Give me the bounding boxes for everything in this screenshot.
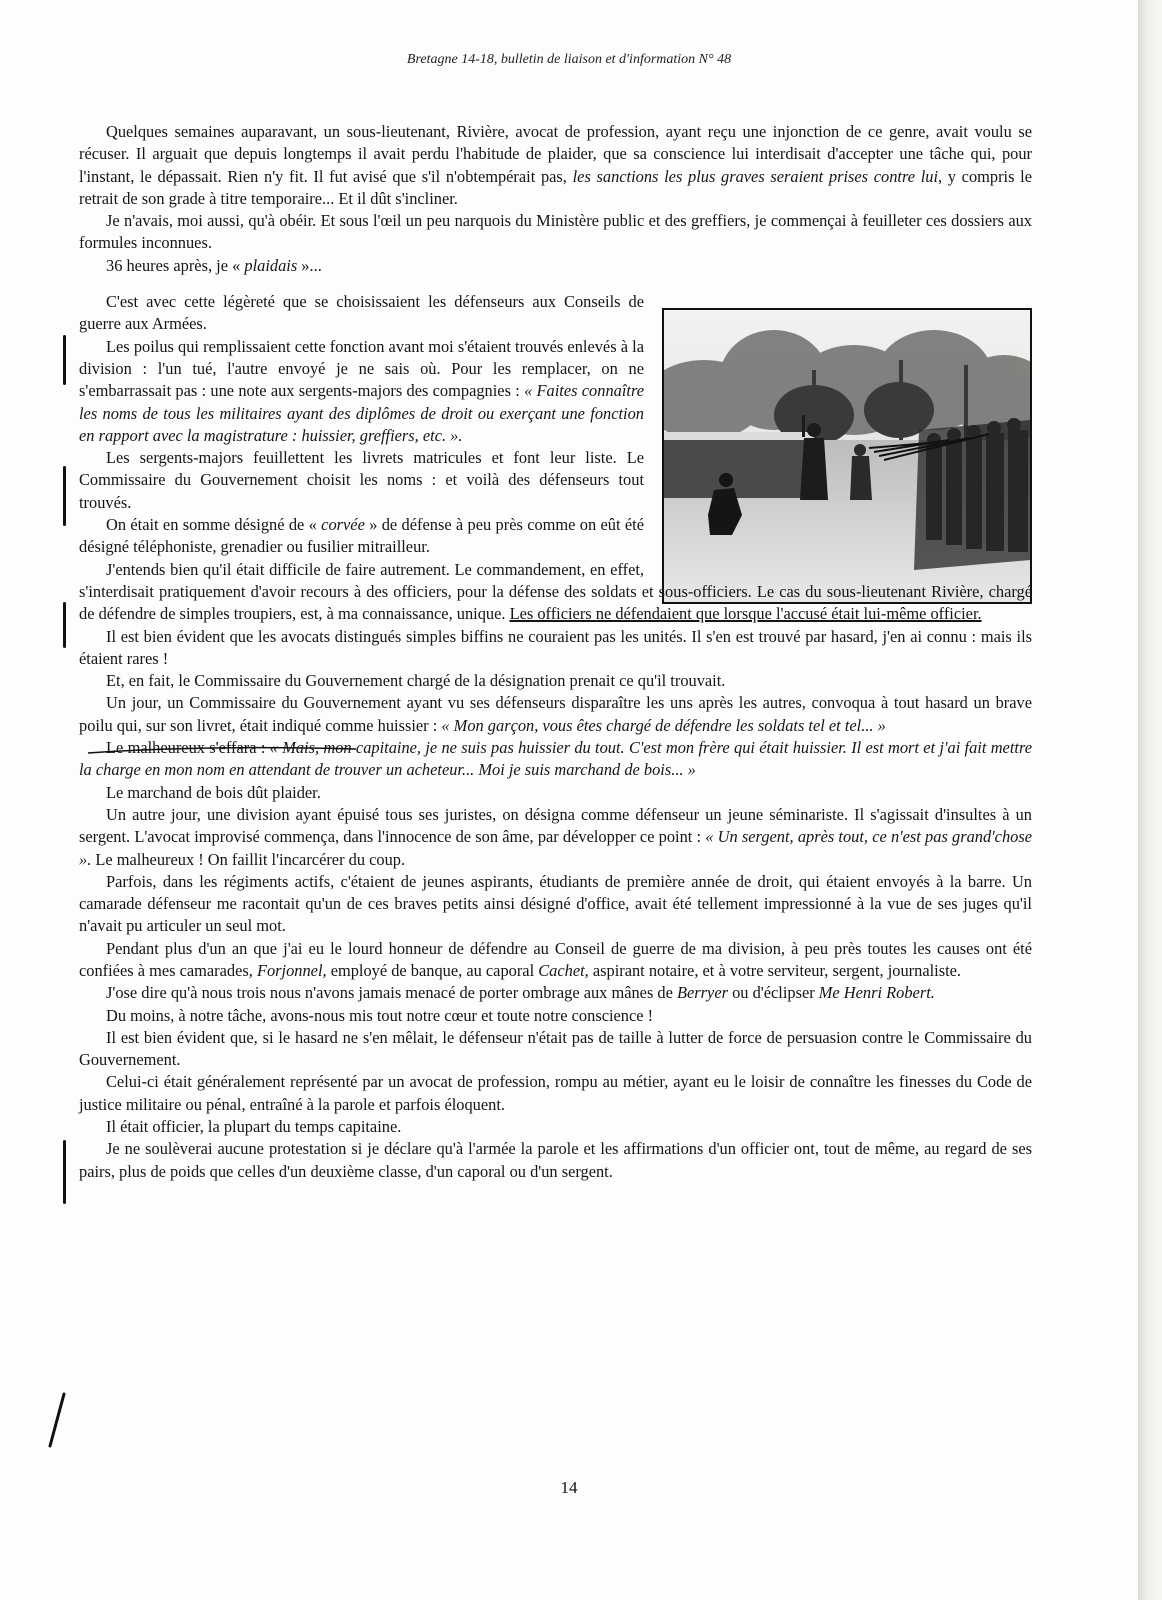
article-body (79, 121, 1032, 1183)
figure-spacer (644, 257, 1032, 562)
paragraph: J'ose dire qu'à nous trois nous n'avons jamais menacé de porter ombrage aux mânes de Berryer ou d'éclipser Me Henri Robert. (106, 983, 935, 1003)
paragraph: Je n'avais, moi aussi, qu'à obéir. Et sous l'œil un peu narquois du Ministère public et des greffiers, je commençai à feuilleter ces dossiers aux formules inconnues. (79, 211, 1032, 253)
paragraph: Le malheureux s'effara : « Mais, mon capitaine, je ne suis pas huissier du tout. C'est mon frère qui était huissier. Il est mort et j'ai fait mettre la charge en mon nom en attendant de trouver un acheteur... Moi je suis marchand de bois... » (79, 738, 1032, 780)
margin-mark (63, 1140, 66, 1204)
paragraph: Quelques semaines auparavant, un sous-lieutenant, Rivière, avocat de profession, ayant reçu une injonction de ce genre, avait voulu se récuser. Il arguait que depuis longtemps il avait perdu l'habitude de plaider, que sa conscience lui interdisait d'accepter une tâche qui, pour l'instant, le dépassait. Rien n'y fit. Il fut avisé que s'il n'obtempérait pas, les sanctions les plus graves seraient prises contre lui, y compris le retrait de son grade à titre temporaire... Et il dût s'incliner. (79, 122, 1033, 208)
paragraph: Le marchand de bois dût plaider. (106, 782, 321, 802)
pen-underline-stroke (86, 743, 366, 759)
paragraph: Un jour, un Commissaire du Gouvernement ayant vu ses défenseurs disparaître les uns après les autres, convoqua à tout hasard un brave poilu qui, sur son livret, était indiqué comme huissier : « Mon garçon, vous êtes chargé de défendre les soldats tel et tel... » (79, 693, 1032, 735)
underlined-passage: Les officiers ne défendaient que lorsque l'accusé était lui-même officier. (509, 604, 982, 624)
paragraph: Je ne soulèverai aucune protestation si je déclare qu'à l'armée la parole et les affirmations d'un officier ont, tout de même, au regard de ses pairs, plus de poids que celles d'un deuxième classe, d'un caporal ou d'un sergent. (79, 1139, 1032, 1181)
margin-stroke (40, 1390, 70, 1450)
page-edge (1138, 0, 1162, 1600)
margin-mark (63, 602, 66, 648)
paragraph: 36 heures après, je « plaidais »... (106, 255, 322, 275)
margin-mark (63, 335, 66, 385)
paragraph: On était en somme désigné de « corvée » de défense à peu près comme on eût été désigné téléphoniste, grenadier ou fusilier mitrailleur. (79, 515, 644, 557)
paragraph: J'entends bien qu'il était difficile de faire autrement. Le commandement, en effet, s'interdisait pratiquement d'avoir recours à des officiers, pour la défense des soldats et sous-officiers. Le cas du sous-lieutenant Rivière, chargé de défendre de simples troupiers, est, à ma connaissance, unique. Les officiers ne défendaient que lorsque l'accusé était lui-même officier. (79, 559, 1032, 624)
paragraph: Celui-ci était généralement représenté par un avocat de profession, rompu au métier, ayant eu le loisir de connaître les finesses du Code de justice militaire ou pénal, entraîné à la parole et parfois éloquent. (79, 1072, 1032, 1114)
paragraph: Pendant plus d'un an que j'ai eu le lourd honneur de défendre au Conseil de guerre de ma division, à peu près toutes les causes ont été confiées à mes camarades, Forjonnel, employé de banque, au caporal Cachet, aspirant notaire, et à votre serviteur, sergent, journaliste. (79, 938, 1032, 980)
paragraph: Les poilus qui remplissaient cette fonction avant moi s'étaient trouvés enlevés à la division : l'un tué, l'autre envoyé je ne sais où. Pour les remplacer, on ne s'embarrassait pas : une note aux sergents-majors des compagnies : « Faites connaître les noms de tous les militaires ayant des diplômes de droit ou exerçant une fonction en rapport avec la magistrature : huissier, greffiers, etc. ». (79, 336, 644, 445)
paragraph: Les sergents-majors feuillettent les livrets matricules et font leur liste. Le Commissaire du Gouvernement choisit les noms : et voilà des défenseurs tout trouvés. (79, 448, 644, 512)
margin-mark (63, 466, 66, 526)
paragraph: Il était officier, la plupart du temps capitaine. (106, 1117, 402, 1137)
paragraph: Et, en fait, le Commissaire du Gouvernement chargé de la désignation prenait ce qu'il trouvait. (106, 671, 726, 691)
paragraph: Il est bien évident que les avocats distingués simples biffins ne couraient pas les unités. Il s'en est trouvé par hasard, j'en ai connu : mais ils étaient rares ! (79, 626, 1032, 668)
paragraph: Parfois, dans les régiments actifs, c'étaient de jeunes aspirants, étudiants de première année de droit, qui étaient envoyés à la barre. Un camarade défenseur me racontait qu'un de ces braves petits ainsi désigné d'office, avait été tellement impressionné à la vue de ses juges qu'il n'avait pu articuler un seul mot. (79, 871, 1032, 936)
paragraph: Il est bien évident que, si le hasard ne s'en mêlait, le défenseur n'était pas de taille à lutter de force de persuasion contre le Commissaire du Gouvernement. (79, 1027, 1032, 1070)
paragraph: Du moins, à notre tâche, avons-nous mis tout notre cœur et toute notre conscience ! (106, 1005, 654, 1025)
paragraph: Un autre jour, une division ayant épuisé tous ses juristes, on désigna comme défenseur un jeune séminariste. Il s'agissait d'insultes à un sergent. L'avocat improvisé commença, dans l'innocence de son âme, par développer ce point : « Un sergent, après tout, ce n'est pas grand'chose ». Le malheureux ! On faillit l'incarcérer du coup. (79, 804, 1032, 869)
running-header: Bretagne 14-18, bulletin de liaison et d'information N° 48 (406, 52, 732, 67)
paragraph: C'est avec cette légèreté que se choisissaient les défenseurs aux Conseils de guerre aux Armées. (79, 292, 644, 334)
page-number: 14 (560, 1478, 578, 1497)
